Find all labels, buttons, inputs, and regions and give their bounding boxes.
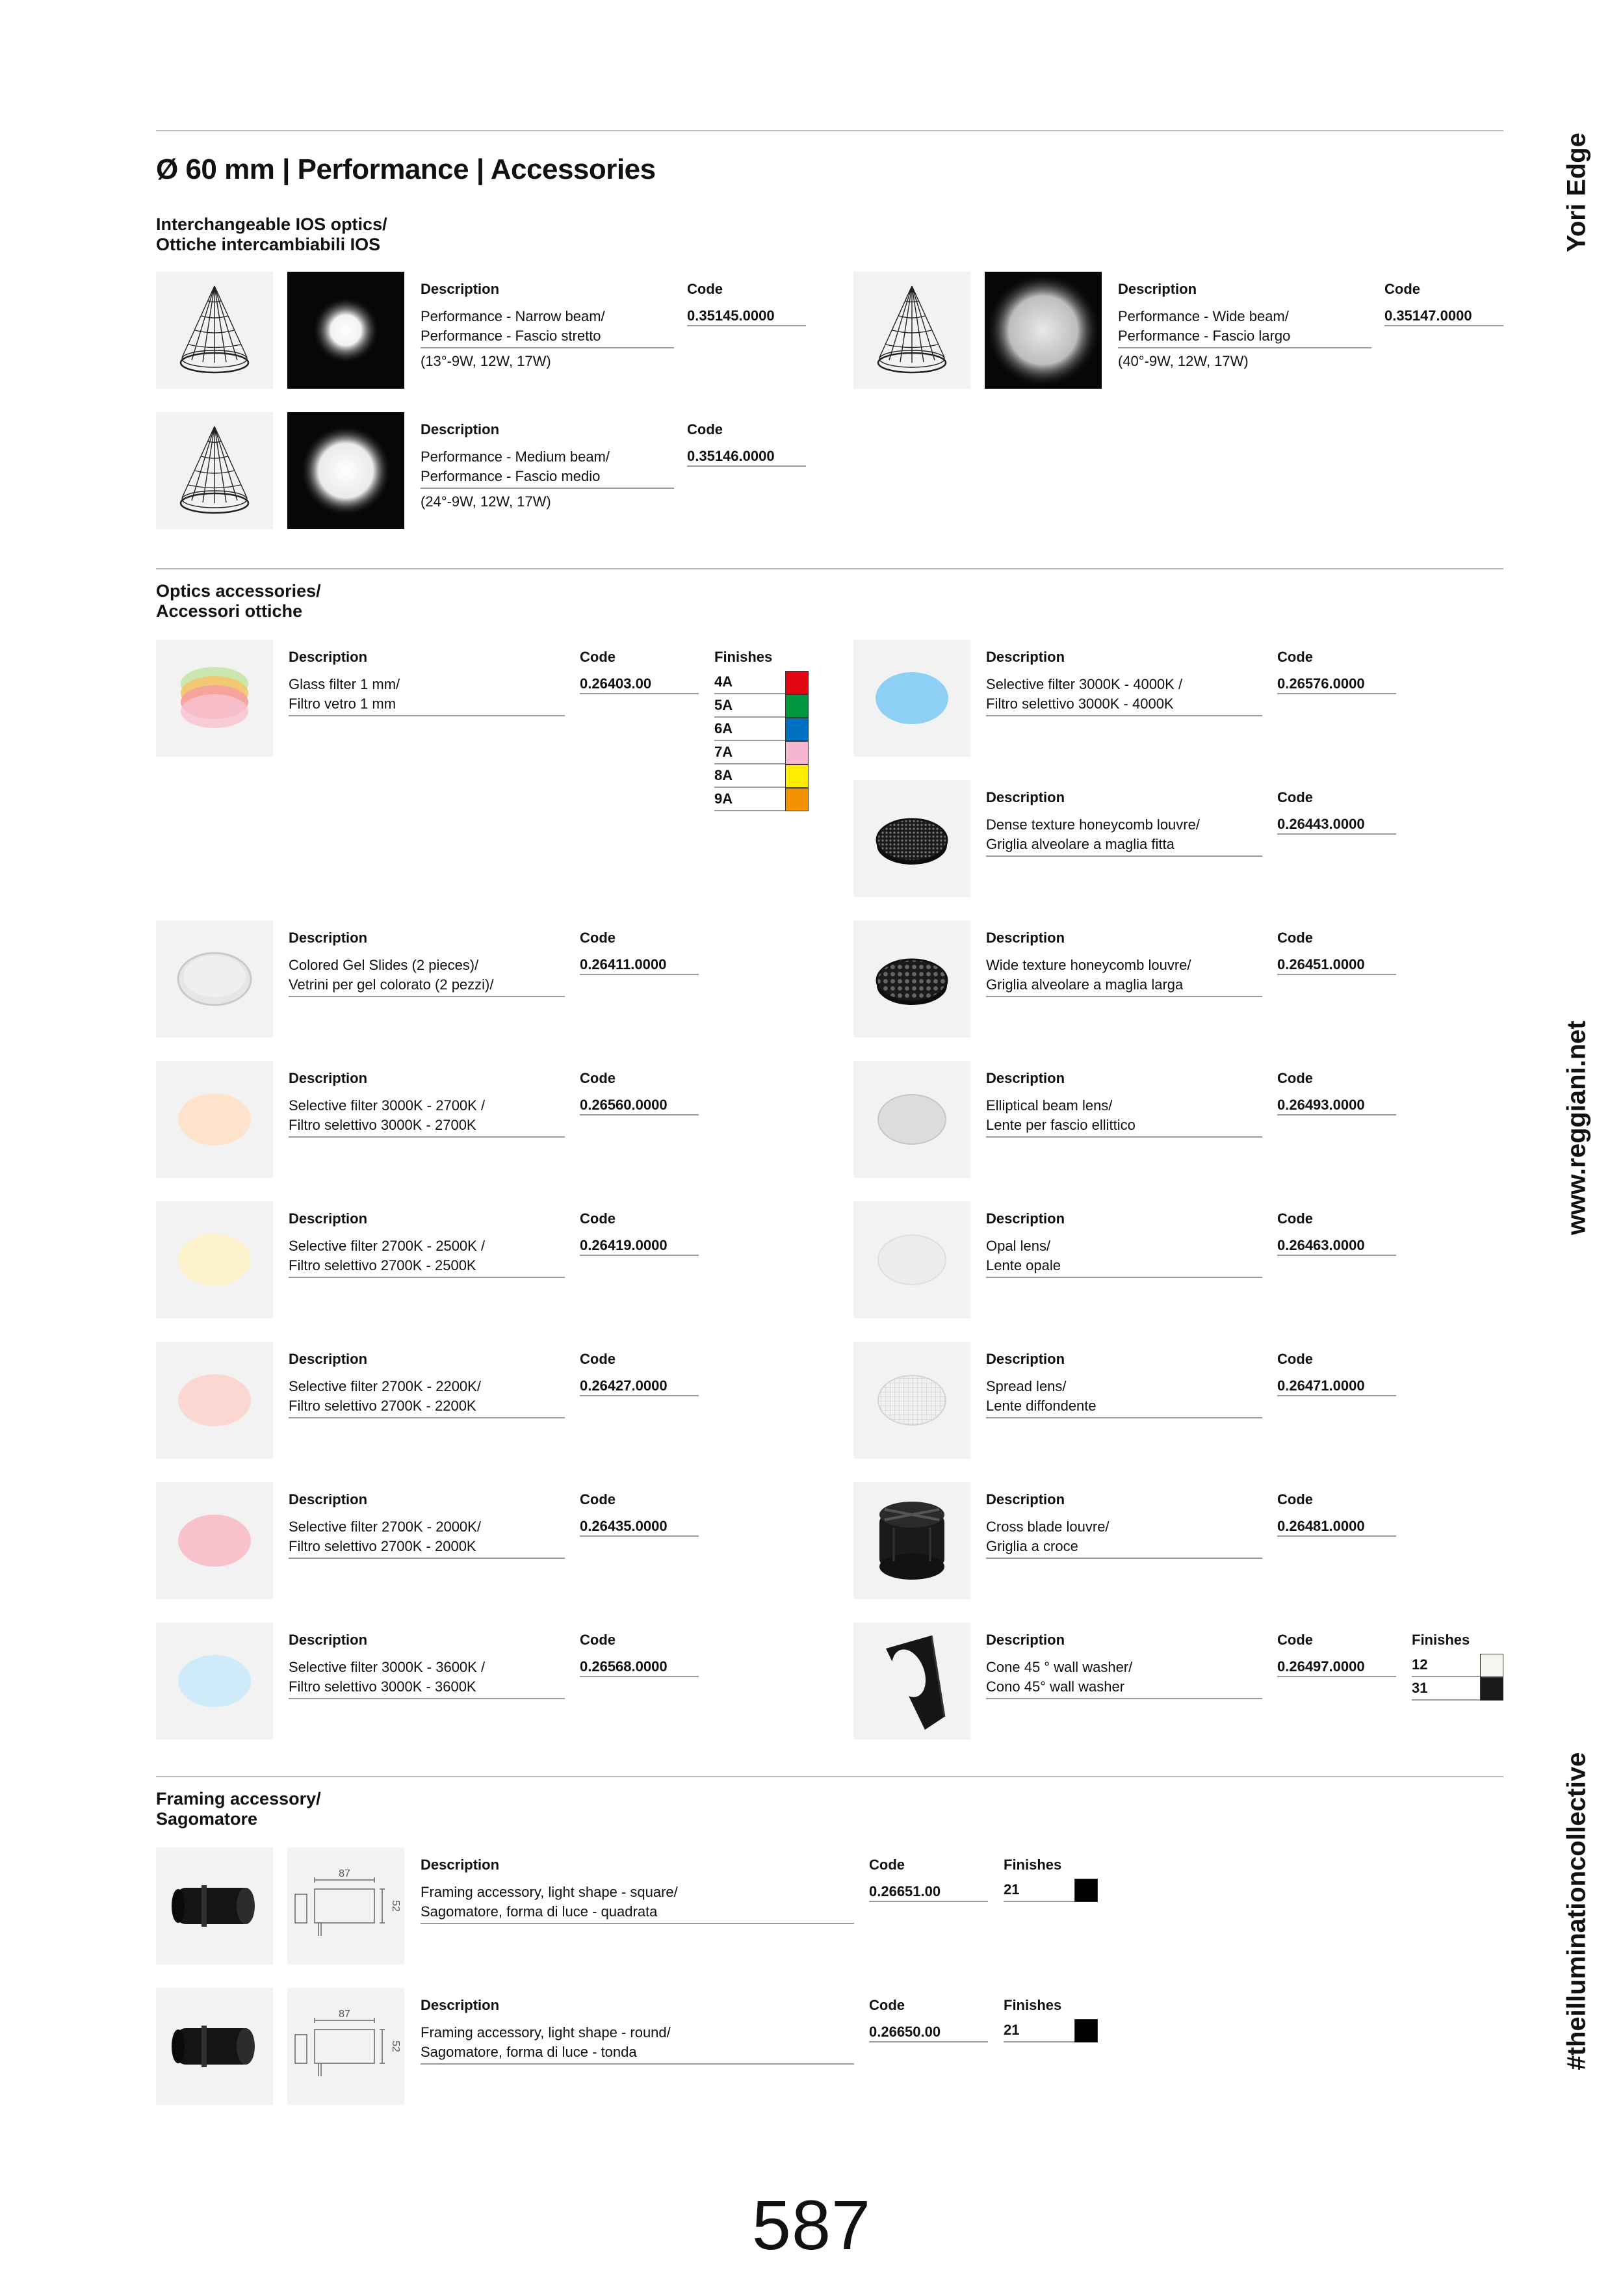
description-label: Description (289, 1210, 368, 1227)
code-label: Code (580, 1351, 616, 1367)
optics-description-wide-honeycomb: Wide texture honeycomb louvre/ Griglia alveolare a maglia larga (986, 956, 1262, 997)
sidebar-brand: Yori Edge (1562, 133, 1591, 252)
code-label: Code (580, 649, 616, 665)
section-rule (156, 1776, 1503, 1777)
code-label: Code (580, 1070, 616, 1086)
code-label: Code (869, 1997, 905, 2013)
description-label: Description (986, 930, 1065, 946)
section-rule (156, 568, 1503, 569)
narrow-beam-image (287, 272, 404, 389)
ios-code-wide: 0.35147.0000 (1384, 307, 1503, 326)
ios-code-narrow: 0.35145.0000 (687, 307, 806, 326)
optics-description-filter-2700-2500: Selective filter 2700K - 2500K / Filtro selettivo 2700K - 2500K (289, 1236, 565, 1278)
finish-row: 7A (714, 741, 809, 764)
description-label: Description (986, 1491, 1065, 1507)
wide-honeycomb-image (853, 920, 970, 1037)
spread-lens-image (853, 1342, 970, 1459)
section-heading-ios: Interchangeable IOS optics/ Ottiche intercambiabili IOS (156, 215, 387, 254)
ios-wattage-wide: (40°-9W, 12W, 17W) (1118, 353, 1249, 369)
selective-filter-image (853, 640, 970, 757)
dimension-width: 87 (339, 1868, 350, 1879)
finishes-label: Finishes (714, 649, 773, 665)
optics-description-cross-blade: Cross blade louvre/ Griglia a croce (986, 1517, 1262, 1559)
code-label: Code (1277, 930, 1313, 946)
wide-beam-image (985, 272, 1102, 389)
dense-honeycomb-image (853, 780, 970, 897)
selective-filter-image (156, 1201, 273, 1318)
finish-row: 5A (714, 694, 809, 718)
finish-swatch (1480, 1654, 1503, 1677)
code-label: Code (1277, 1210, 1313, 1227)
code-label: Code (1384, 281, 1420, 297)
optics-code-elliptical-lens: 0.26493.0000 (1277, 1096, 1396, 1115)
ios-reflector-image (156, 272, 273, 389)
gel-slides-image (156, 920, 273, 1037)
optics-description-filter-3000-3600: Selective filter 3000K - 3600K / Filtro selettivo 3000K - 3600K (289, 1658, 565, 1699)
description-label: Description (986, 1632, 1065, 1648)
ios-description-narrow: Performance - Narrow beam/ Performance - Fascio stretto (421, 307, 674, 348)
finishes-label: Finishes (1412, 1632, 1470, 1648)
optics-description-dense-honeycomb: Dense texture honeycomb louvre/ Griglia alveolare a maglia fitta (986, 815, 1262, 857)
optics-description-filter-3000-2700: Selective filter 3000K - 2700K / Filtro selettivo 3000K - 2700K (289, 1096, 565, 1138)
description-label: Description (986, 649, 1065, 665)
opal-lens-image (853, 1201, 970, 1318)
finish-swatch (1074, 1879, 1098, 1902)
finishes-label: Finishes (1004, 1997, 1062, 2013)
finish-swatch (785, 764, 809, 788)
optics-description-gel-slides: Colored Gel Slides (2 pieces)/ Vetrini per gel colorato (2 pezzi)/ (289, 956, 565, 997)
description-label: Description (289, 1632, 368, 1648)
ios-description-wide: Performance - Wide beam/ Performance - Fascio largo (1118, 307, 1371, 348)
optics-code-filter-2700-2500: 0.26419.0000 (580, 1236, 699, 1256)
finish-swatch (785, 671, 809, 694)
optics-code-filter-3000-4000: 0.26576.0000 (1277, 675, 1396, 694)
finish-row: 8A (714, 764, 809, 788)
finish-row: 12 (1412, 1654, 1503, 1677)
ios-wattage-narrow: (13°-9W, 12W, 17W) (421, 353, 551, 369)
section-heading-framing: Framing accessory/ Sagomatore (156, 1789, 321, 1829)
finish-row: 6A (714, 718, 809, 741)
code-label: Code (580, 1210, 616, 1227)
optics-description-elliptical-lens: Elliptical beam lens/ Lente per fascio ellittico (986, 1096, 1262, 1138)
ios-reflector-image (853, 272, 970, 389)
ios-reflector-image (156, 412, 273, 529)
framing-dimension-drawing (287, 1847, 404, 1964)
section-heading-optics: Optics accessories/ Accessori ottiche (156, 581, 321, 621)
optics-description-opal-lens: Opal lens/ Lente opale (986, 1236, 1262, 1278)
dimension-width: 87 (339, 2009, 350, 2020)
code-label: Code (1277, 1351, 1313, 1367)
finishes-label: Finishes (1004, 1857, 1062, 1873)
description-label: Description (986, 1210, 1065, 1227)
framing-code-round: 0.26650.00 (869, 2023, 988, 2042)
code-label: Code (687, 281, 723, 297)
finish-row: 21 (1004, 2019, 1098, 2042)
selective-filter-image (156, 1623, 273, 1740)
selective-filter-image (156, 1342, 273, 1459)
description-label: Description (289, 649, 368, 665)
finish-row: 31 (1412, 1677, 1503, 1701)
optics-code-cross-blade: 0.26481.0000 (1277, 1517, 1396, 1537)
elliptical-lens-image (853, 1061, 970, 1178)
optics-code-filter-3000-3600: 0.26568.0000 (580, 1658, 699, 1677)
optics-code-dense-honeycomb: 0.26443.0000 (1277, 815, 1396, 835)
description-label: Description (289, 930, 368, 946)
code-label: Code (1277, 1632, 1313, 1648)
framing-description-round: Framing accessory, light shape - round/ Sagomatore, forma di luce - tonda (421, 2023, 854, 2065)
description-label: Description (421, 281, 500, 297)
sidebar-website[interactable]: www.reggiani.net (1562, 1021, 1591, 1235)
ios-wattage-medium: (24°-9W, 12W, 17W) (421, 493, 551, 510)
finish-swatch (785, 694, 809, 718)
code-label: Code (580, 1632, 616, 1648)
dimension-height: 52 (390, 1900, 401, 1912)
description-label: Description (421, 1997, 500, 2013)
description-label: Description (289, 1351, 368, 1367)
finish-swatch (785, 718, 809, 741)
cross-blade-louvre-image (853, 1482, 970, 1599)
optics-code-filter-2700-2000: 0.26435.0000 (580, 1517, 699, 1537)
page-title: Ø 60 mm | Performance | Accessories (156, 153, 656, 185)
framing-dimension-drawing (287, 1988, 404, 2105)
optics-description-spread-lens: Spread lens/ Lente diffondente (986, 1377, 1262, 1418)
ios-description-medium: Performance - Medium beam/ Performance - Fascio medio (421, 447, 674, 489)
description-label: Description (986, 789, 1065, 805)
top-rule (156, 130, 1503, 131)
ios-code-medium: 0.35146.0000 (687, 447, 806, 467)
description-label: Description (289, 1491, 368, 1507)
code-label: Code (1277, 1491, 1313, 1507)
finish-row: 9A (714, 788, 809, 811)
selective-filter-image (156, 1061, 273, 1178)
finish-row: 4A (714, 671, 809, 694)
finish-swatch (1074, 2019, 1098, 2042)
description-label: Description (421, 421, 500, 437)
description-label: Description (421, 1857, 500, 1873)
finish-swatch (1480, 1677, 1503, 1701)
page-number: 587 (751, 2185, 872, 2264)
finish-swatch (785, 788, 809, 811)
optics-code-glass-filter: 0.26403.00 (580, 675, 699, 694)
description-label: Description (289, 1070, 368, 1086)
optics-code-filter-3000-2700: 0.26560.0000 (580, 1096, 699, 1115)
framing-description-square: Framing accessory, light shape - square/ Sagomatore, forma di luce - quadrata (421, 1883, 854, 1924)
sidebar-hashtag: #theilluminationcollective (1562, 1752, 1591, 2070)
code-label: Code (1277, 789, 1313, 805)
optics-code-opal-lens: 0.26463.0000 (1277, 1236, 1396, 1256)
code-label: Code (580, 1491, 616, 1507)
optics-code-wide-honeycomb: 0.26451.0000 (1277, 956, 1396, 975)
optics-description-cone-wall-washer: Cone 45 ° wall washer/ Cono 45° wall washer (986, 1658, 1262, 1699)
optics-description-glass-filter: Glass filter 1 mm/ Filtro vetro 1 mm (289, 675, 565, 716)
framing-accessory-image (156, 1988, 273, 2105)
glass-filter-image (156, 640, 273, 757)
framing-accessory-image (156, 1847, 273, 1964)
finish-row: 21 (1004, 1879, 1098, 1902)
optics-description-filter-2700-2200: Selective filter 2700K - 2200K/ Filtro selettivo 2700K - 2200K (289, 1377, 565, 1418)
code-label: Code (1277, 1070, 1313, 1086)
medium-beam-image (287, 412, 404, 529)
code-label: Code (869, 1857, 905, 1873)
finish-swatch (785, 741, 809, 764)
description-label: Description (986, 1070, 1065, 1086)
selective-filter-image (156, 1482, 273, 1599)
dimension-height: 52 (390, 2041, 401, 2052)
code-label: Code (580, 930, 616, 946)
optics-code-gel-slides: 0.26411.0000 (580, 956, 699, 975)
code-label: Code (687, 421, 723, 437)
optics-code-cone-wall-washer: 0.26497.0000 (1277, 1658, 1396, 1677)
code-label: Code (1277, 649, 1313, 665)
optics-code-spread-lens: 0.26471.0000 (1277, 1377, 1396, 1396)
description-label: Description (1118, 281, 1197, 297)
optics-code-filter-2700-2200: 0.26427.0000 (580, 1377, 699, 1396)
cone-wall-washer-image (853, 1623, 970, 1740)
optics-description-filter-3000-4000: Selective filter 3000K - 4000K / Filtro selettivo 3000K - 4000K (986, 675, 1262, 716)
optics-description-filter-2700-2000: Selective filter 2700K - 2000K/ Filtro selettivo 2700K - 2000K (289, 1517, 565, 1559)
framing-code-square: 0.26651.00 (869, 1883, 988, 1902)
description-label: Description (986, 1351, 1065, 1367)
